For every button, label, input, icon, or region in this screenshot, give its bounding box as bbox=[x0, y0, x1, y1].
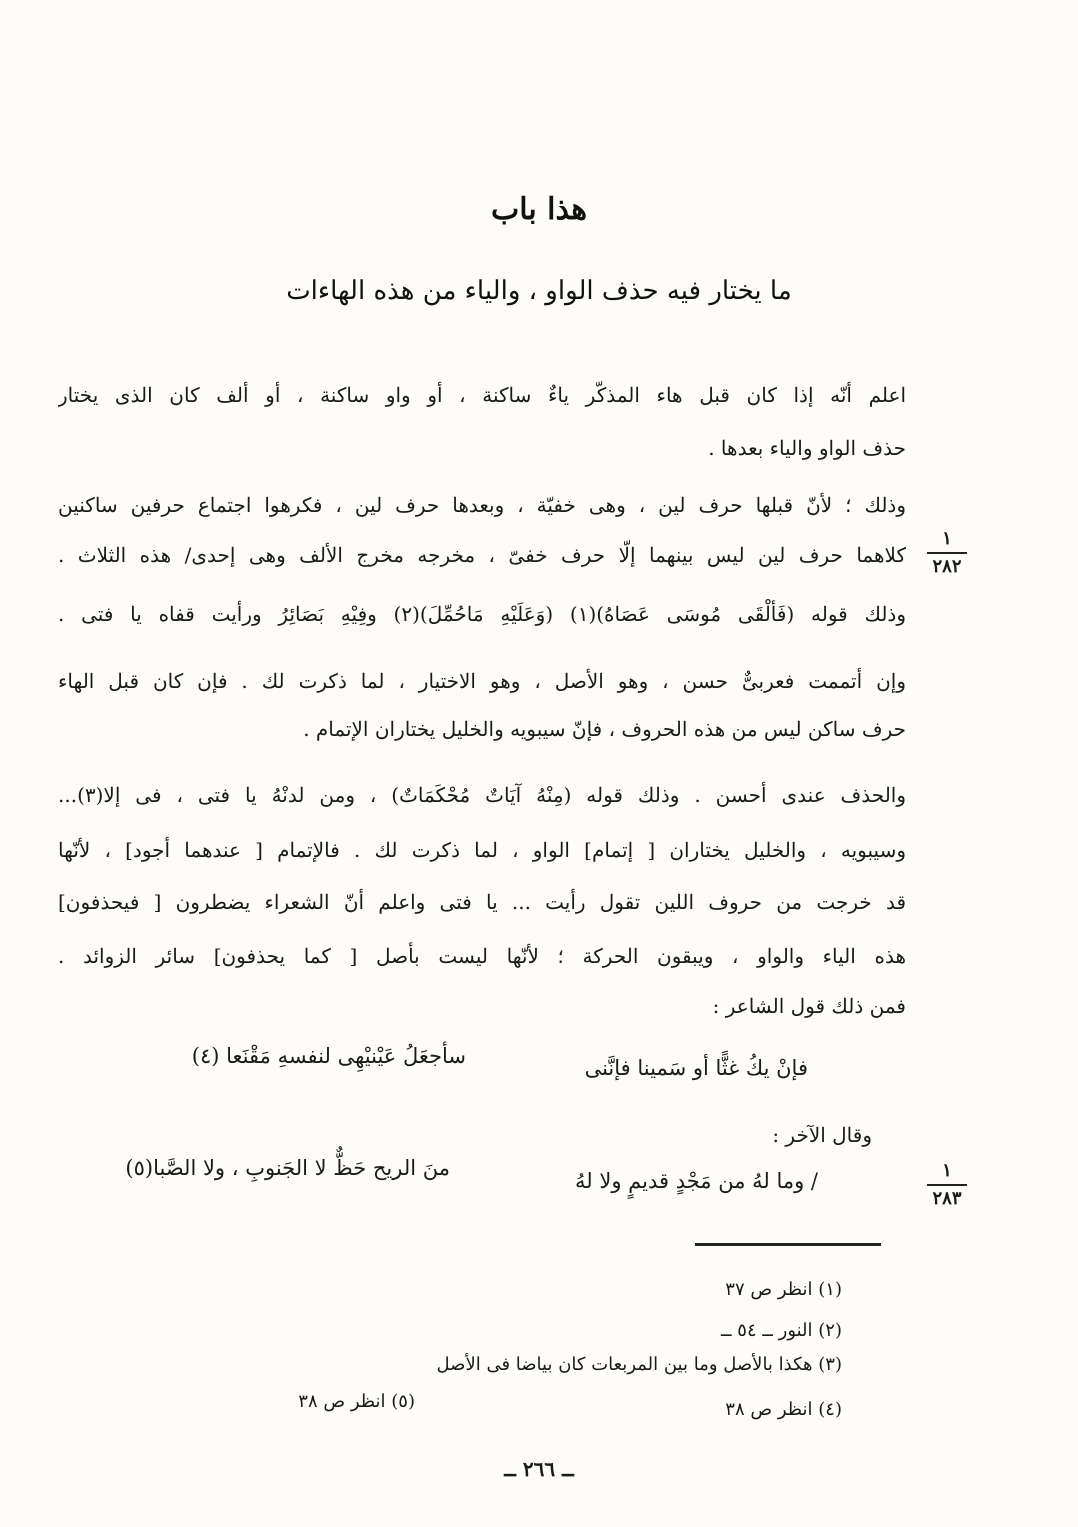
margin-note-top: ١ bbox=[942, 1160, 952, 1181]
verse-2-second-half: منَ الريح حَظٌّ لا الجَنوبِ ، ولا الصَّبا(٥) bbox=[125, 1156, 450, 1180]
body-line: وسيبويه ، والخليل يختاران [ إتمام] الواو ، لما ذكرت لك . فالإتمام [ عندهما أجود] ، لأنّها bbox=[58, 838, 906, 862]
margin-note-top: ١ bbox=[942, 528, 952, 549]
margin-note-rule bbox=[927, 1184, 967, 1186]
footnote: (٥) انظر ص ٣٨ bbox=[298, 1391, 415, 1412]
body-line: وإن أتممت فعربىٌّ حسن ، وهو الأصل ، وهو الاختيار ، لما ذكرت لك . فإن كان قبل الهاء bbox=[58, 669, 906, 693]
margin-page-reference bbox=[918, 528, 976, 578]
body-line: وذلك قوله (فَأَلْقَى مُوسَى عَصَاهُ)(١) (وَعَلَيْهِ مَاحُمِّلَ)(٢) وفِيْهِ بَصَائِرُ ورأيت قفاه يا فتى . bbox=[58, 602, 906, 626]
margin-note-bottom: ٢٨٣ bbox=[932, 1188, 962, 1209]
chapter-subtitle: ما يختار فيه حذف الواو ، والياء من هذه الهاءات bbox=[286, 276, 792, 306]
other-poet-intro: وقال الآخر : bbox=[772, 1123, 872, 1147]
margin-note-bottom: ٢٨٢ bbox=[932, 556, 962, 577]
body-line: حذف الواو والياء بعدها . bbox=[708, 436, 906, 460]
body-line: كلاهما حرف لين ليس بينهما إلّا حرف خفىّ ، مخرجه مخرج الألف وهى إحدى/ هذه الثلاث . bbox=[58, 543, 906, 567]
footnote: (١) انظر ص ٣٧ bbox=[725, 1279, 842, 1300]
body-line: فمن ذلك قول الشاعر : bbox=[712, 994, 906, 1018]
footnote: (٣) هكذا بالأصل وما بين المربعات كان بياضا فى الأصل bbox=[436, 1354, 842, 1375]
body-line: هذه الياء والواو ، ويبقون الحركة ؛ لأنّها ليست بأصل [ كما يحذفون] سائر الزوائد . bbox=[58, 944, 906, 968]
footnote: (٤) انظر ص ٣٨ bbox=[725, 1399, 842, 1420]
body-line: قد خرجت من حروف اللين تقول رأيت ... يا فتى واعلم أنّ الشعراء يضطرون [ فيحذفون] bbox=[58, 890, 906, 914]
verse-1-first-half: فإنْ يكُ غثًّا أو سَمينا فإنَّنى bbox=[584, 1056, 808, 1080]
verse-2-first-half: / وما لهُ من مَجْدٍ قديمٍ ولا لهُ bbox=[575, 1169, 818, 1193]
footnote: (٢) النور ــ ٥٤ ــ bbox=[721, 1320, 842, 1341]
margin-note-rule bbox=[927, 552, 967, 554]
body-line: وذلك ؛ لأنّ قبلها حرف لين ، وهى خفيّة ، وبعدها حرف لين ، فكرهوا اجتماع حرفين ساكنين bbox=[58, 493, 906, 517]
verse-1-second-half: سأجعَلُ عَيْنيْهِى لنفسهِ مَقْنَعا (٤) bbox=[191, 1044, 466, 1068]
body-line: حرف ساكن ليس من هذه الحروف ، فإنّ سيبويه والخليل يختاران الإتمام . bbox=[303, 717, 906, 741]
margin-page-reference bbox=[918, 1160, 976, 1210]
body-line: اعلم أنّه إذا كان قبل هاء المذكّر ياءٌ ساكنة ، أو واو ساكنة ، أو ألف كان الذى يختار bbox=[58, 383, 906, 407]
body-line: والحذف عندى أحسن . وذلك قوله (مِنْهُ آيَاتٌ مُحْكَمَاتٌ) ، ومن لدنْهُ يا فتى ، فى إلا(٣)... bbox=[58, 783, 906, 807]
chapter-title: هذا باب bbox=[490, 192, 588, 227]
footnote-separator bbox=[695, 1243, 881, 1246]
page-number: ــ ٢٦٦ ــ bbox=[504, 1457, 574, 1481]
